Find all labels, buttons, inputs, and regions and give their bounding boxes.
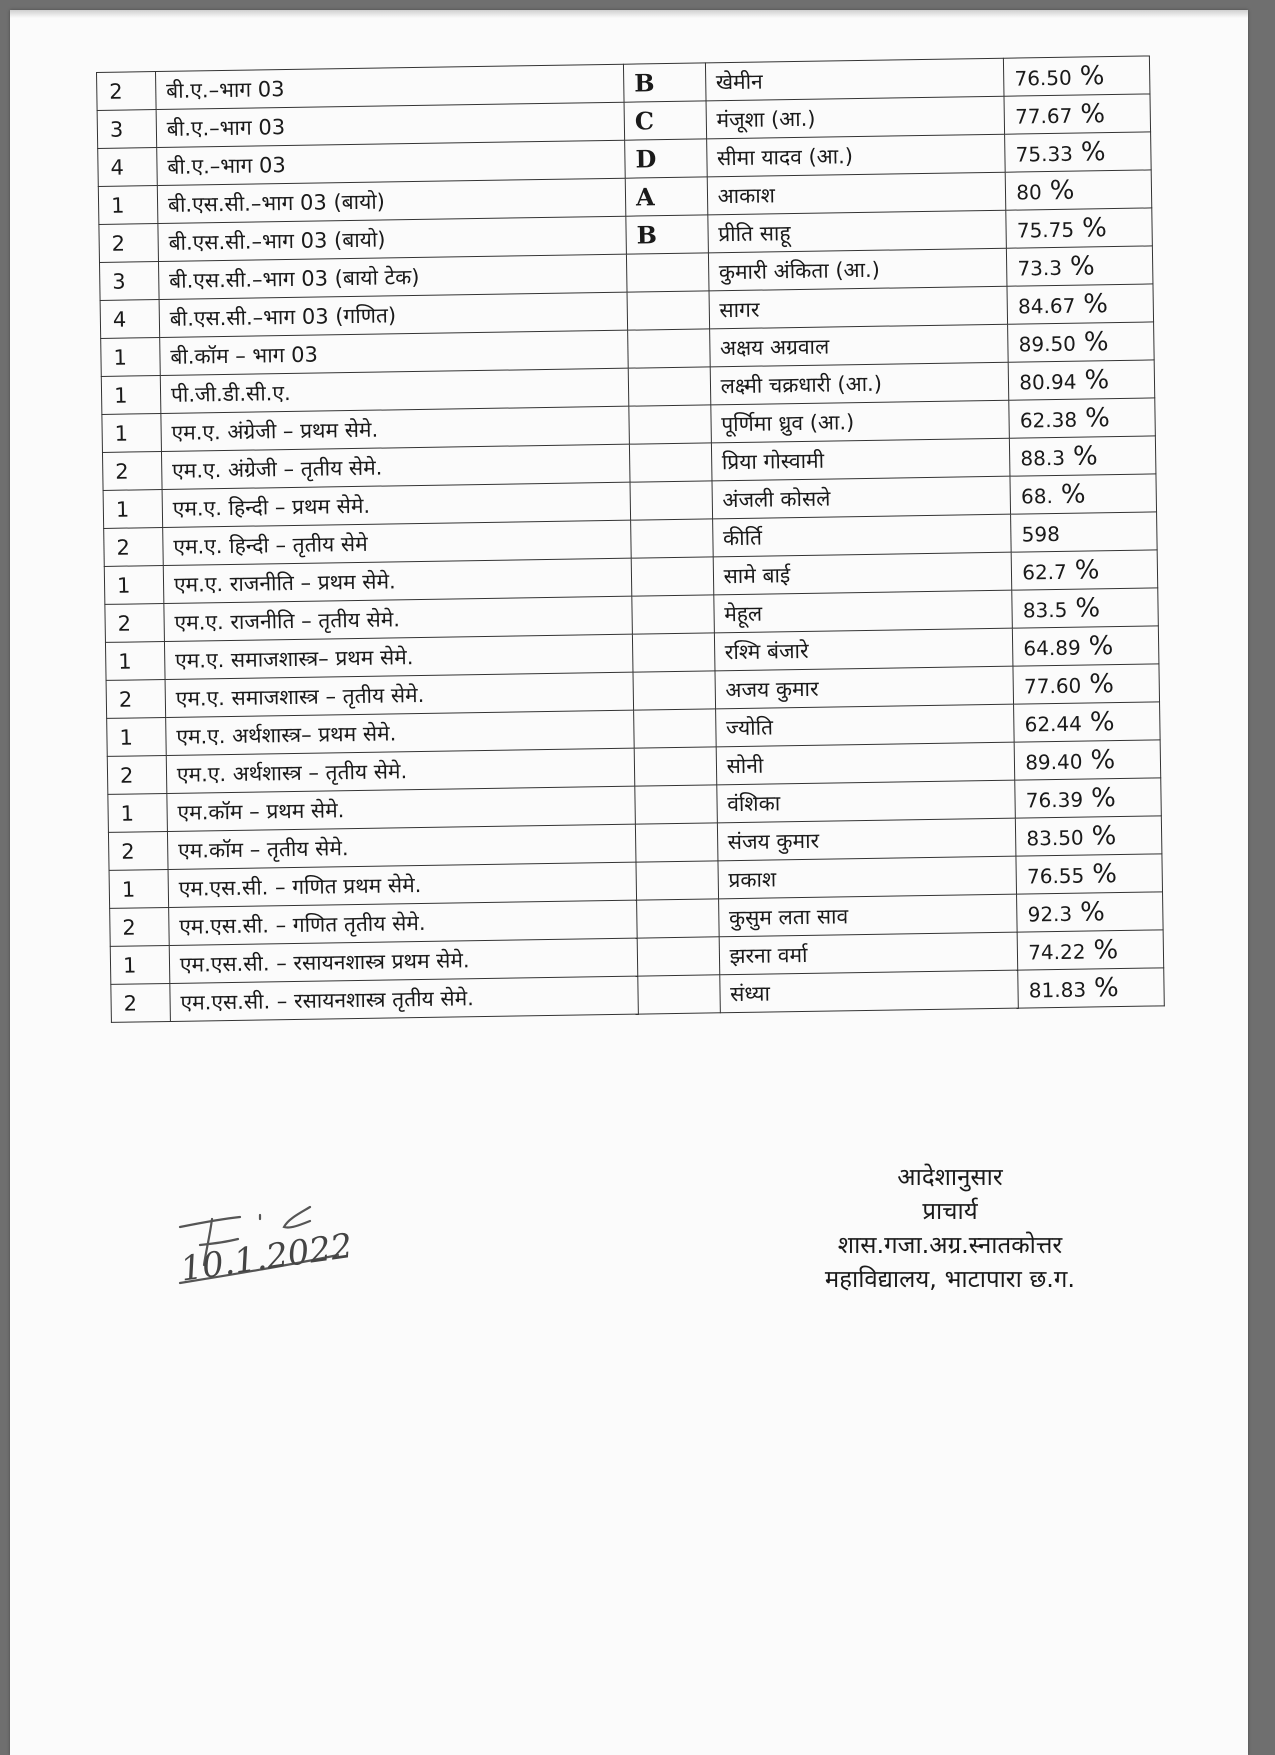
row-number: 1 xyxy=(104,566,163,605)
percentage xyxy=(1010,436,1156,476)
percent-sign: % xyxy=(1060,479,1086,510)
percentage xyxy=(1004,56,1150,96)
percent-sign: % xyxy=(1084,402,1111,434)
percentage-value: 83.50 xyxy=(1026,825,1084,850)
section-letter xyxy=(635,785,717,824)
percent-sign: % xyxy=(1089,706,1115,737)
percent-sign: % xyxy=(1093,972,1119,1003)
row-number: 1 xyxy=(101,338,160,377)
student-name: सीमा यादव (आ.) xyxy=(706,134,1005,177)
section-letter xyxy=(629,443,711,482)
row-number: 2 xyxy=(105,604,164,643)
percent-sign: % xyxy=(1089,668,1115,699)
percent-sign: % xyxy=(1088,630,1114,661)
class-name: बी.ए.–भाग 03 xyxy=(155,64,624,109)
class-name: एम.कॉम – प्रथम सेमे. xyxy=(167,786,636,831)
student-name: प्रीति साहू xyxy=(707,210,1006,253)
row-number: 2 xyxy=(99,224,158,263)
section-letter: D xyxy=(625,139,707,178)
row-number: 1 xyxy=(108,793,167,832)
class-name: एम.ए. अंग्रेजी – तृतीय सेमे. xyxy=(161,444,630,489)
student-name: संजय कुमार xyxy=(717,818,1016,861)
percent-sign: % xyxy=(1072,440,1098,472)
percentage xyxy=(1011,512,1157,552)
document-page xyxy=(10,10,1248,1755)
percentage xyxy=(1015,778,1161,818)
student-name: कीर्ति xyxy=(712,514,1011,557)
percent-sign: % xyxy=(1079,60,1105,92)
student-name: प्रकाश xyxy=(718,856,1017,899)
row-number: 1 xyxy=(102,414,161,453)
class-name: बी.एस.सी.–भाग 03 (बायो) xyxy=(157,178,626,223)
row-number: 3 xyxy=(99,262,158,301)
percent-sign: % xyxy=(1092,858,1118,889)
percentage xyxy=(1010,474,1156,514)
percentage-value: 92.3 xyxy=(1027,901,1073,926)
percent-sign: % xyxy=(1083,326,1109,358)
percentage xyxy=(1017,892,1163,932)
student-name: रश्मि बंजारे xyxy=(714,628,1013,671)
student-name: लक्ष्मी चक्रधारी (आ.) xyxy=(710,362,1009,405)
percent-sign: % xyxy=(1083,288,1109,320)
percentage-value: 89.50 xyxy=(1018,331,1077,357)
section-letter xyxy=(638,975,720,1014)
section-letter xyxy=(637,937,719,976)
section-letter: A xyxy=(625,177,707,216)
row-number: 4 xyxy=(98,148,157,187)
results-table-wrapper xyxy=(96,55,1165,1022)
percentage xyxy=(1018,968,1164,1008)
percentage xyxy=(1008,360,1154,400)
percentage xyxy=(1013,626,1159,666)
section-letter xyxy=(635,823,717,862)
results-table xyxy=(96,55,1165,1022)
student-name: वंशिका xyxy=(716,780,1015,823)
student-name: मेहूल xyxy=(713,590,1012,633)
student-name: आकाश xyxy=(707,172,1006,215)
section-letter xyxy=(629,405,711,444)
principal-title: प्राचार्य xyxy=(922,1197,978,1225)
class-name: पी.जी.डी.सी.ए. xyxy=(160,368,629,413)
percentage xyxy=(1004,94,1150,134)
percent-sign: % xyxy=(1084,364,1110,396)
class-name: एम.ए. समाजशास्त्र – तृतीय सेमे. xyxy=(165,672,634,717)
section-letter: B xyxy=(626,215,708,254)
percentage-value: 75.33 xyxy=(1015,141,1074,167)
percentage-value: 73.3 xyxy=(1017,255,1063,281)
class-name: एम.कॉम – तृतीय सेमे. xyxy=(167,824,636,869)
class-name: एम.ए. अंग्रेजी – प्रथम सेमे. xyxy=(161,406,630,451)
class-name: एम.ए. अर्थशास्त्र– प्रथम सेमे. xyxy=(166,710,635,755)
class-name: बी.कॉम – भाग 03 xyxy=(160,330,629,375)
percentage-value: 76.55 xyxy=(1026,863,1085,888)
percent-sign: % xyxy=(1090,782,1117,813)
college-name-line1: शास.गजा.अग्र.स्नातकोत्तर xyxy=(837,1231,1063,1259)
order-line: आदेशानुसार xyxy=(897,1163,1003,1191)
student-name: कुमारी अंकिता (आ.) xyxy=(708,248,1007,291)
row-number: 2 xyxy=(111,983,170,1022)
percentage-value: 80.94 xyxy=(1019,369,1077,395)
percentage xyxy=(1006,208,1152,248)
percentage xyxy=(1005,132,1151,172)
student-name: सोनी xyxy=(716,742,1015,785)
section-letter xyxy=(632,633,714,672)
percentage xyxy=(1014,740,1160,780)
section-letter xyxy=(630,481,712,520)
row-number: 1 xyxy=(109,869,168,908)
row-number: 3 xyxy=(97,110,156,149)
row-number: 1 xyxy=(103,490,162,529)
percentage xyxy=(1014,702,1160,742)
percentage-value: 89.40 xyxy=(1025,749,1083,774)
percent-sign: % xyxy=(1091,820,1117,851)
percentage-value: 77.67 xyxy=(1014,103,1073,129)
section-letter xyxy=(627,291,709,330)
class-name: एम.ए. राजनीति – प्रथम सेमे. xyxy=(163,558,632,603)
percent-sign: % xyxy=(1081,212,1108,244)
class-name: एम.ए. हिन्दी – प्रथम सेमे. xyxy=(162,482,631,527)
percent-sign: % xyxy=(1075,592,1101,624)
class-name: बी.ए.–भाग 03 xyxy=(157,140,626,185)
student-name: खेमीन xyxy=(705,58,1004,101)
class-name: एम.ए. राजनीति – तृतीय सेमे. xyxy=(164,596,633,641)
row-number: 2 xyxy=(107,755,166,794)
student-name: अजय कुमार xyxy=(715,666,1014,709)
section-letter xyxy=(634,709,716,748)
authority-signature-block xyxy=(780,1160,1120,1296)
percentage-value: 84.67 xyxy=(1017,293,1076,319)
percent-sign: % xyxy=(1080,98,1106,130)
percentage-value: 75.75 xyxy=(1016,217,1075,243)
section-letter xyxy=(628,329,710,368)
percentage-value: 74.22 xyxy=(1028,939,1086,964)
student-name: मंजूशा (आ.) xyxy=(706,96,1005,139)
percentage xyxy=(1011,550,1157,590)
results-table-body xyxy=(97,56,1165,1022)
percent-sign: % xyxy=(1074,554,1100,586)
percentage-value: 62.38 xyxy=(1019,407,1078,433)
row-number: 1 xyxy=(107,717,166,756)
percentage-value: 598 xyxy=(1021,521,1061,547)
student-name: झरना वर्मा xyxy=(719,932,1018,975)
section-letter xyxy=(637,899,719,938)
percentage-value: 83.5 xyxy=(1022,597,1068,623)
class-name: एम.ए. हिन्दी – तृतीय सेमे xyxy=(163,520,632,565)
row-number: 1 xyxy=(110,945,169,984)
student-name: अंजली कोसले xyxy=(712,476,1011,519)
percentage-value: 81.83 xyxy=(1028,977,1087,1002)
class-name: एम.ए. समाजशास्त्र– प्रथम सेमे. xyxy=(164,634,633,679)
row-number: 4 xyxy=(100,300,159,339)
percentage-value: 77.60 xyxy=(1023,673,1082,698)
row-number: 1 xyxy=(98,186,157,225)
student-name: सागर xyxy=(709,286,1008,329)
class-name: बी.एस.सी.–भाग 03 (बायो टेक) xyxy=(158,254,627,299)
student-name: कुसुम लता साव xyxy=(718,894,1017,937)
row-number: 2 xyxy=(97,72,156,111)
class-name: बी.एस.सी.–भाग 03 (बायो) xyxy=(158,216,627,261)
section-letter xyxy=(632,595,714,634)
percent-sign: % xyxy=(1049,175,1075,206)
percent-sign: % xyxy=(1079,896,1106,928)
class-name: एम.एस.सी. – रसायनशास्त्र तृतीय सेमे. xyxy=(170,976,639,1021)
percentage-value: 62.7 xyxy=(1022,559,1067,585)
row-number: 2 xyxy=(106,679,165,718)
percentage-value: 64.89 xyxy=(1023,635,1081,661)
student-name: अक्षय अग्रवाल xyxy=(709,324,1008,367)
percentage-value: 76.50 xyxy=(1014,65,1072,91)
section-letter xyxy=(634,747,716,786)
percent-sign: % xyxy=(1080,136,1106,168)
percentage-value: 62.44 xyxy=(1024,711,1083,736)
row-number: 2 xyxy=(108,831,167,870)
section-letter: B xyxy=(623,63,705,102)
percentage xyxy=(1007,246,1153,286)
percent-sign: % xyxy=(1069,250,1095,282)
row-number: 2 xyxy=(104,528,163,567)
section-letter xyxy=(633,671,715,710)
percentage xyxy=(1012,588,1158,628)
percentage-value: 68. xyxy=(1020,483,1054,509)
class-name: बी.ए.–भाग 03 xyxy=(156,102,625,147)
percentage xyxy=(1005,170,1151,210)
percentage xyxy=(1013,664,1159,704)
section-letter xyxy=(631,519,713,558)
section-letter xyxy=(631,557,713,596)
class-name: एम.ए. अर्थशास्त्र – तृतीय सेमे. xyxy=(166,748,635,793)
percent-sign: % xyxy=(1093,934,1119,965)
percentage xyxy=(1017,930,1163,970)
percentage-value: 88.3 xyxy=(1020,445,1066,471)
percentage xyxy=(1009,398,1155,438)
signature-date: 10.1.2022 xyxy=(178,1225,355,1290)
row-number: 1 xyxy=(105,641,164,680)
percentage xyxy=(1008,322,1154,362)
class-name: एम.एस.सी. – गणित तृतीय सेमे. xyxy=(169,900,638,945)
percentage xyxy=(1016,854,1162,894)
row-number: 2 xyxy=(102,452,161,491)
percent-sign: % xyxy=(1090,744,1116,775)
class-name: एम.एस.सी. – रसायनशास्त्र प्रथम सेमे. xyxy=(169,938,638,983)
row-number: 1 xyxy=(101,376,160,415)
class-name: बी.एस.सी.–भाग 03 (गणित) xyxy=(159,292,628,337)
student-name: प्रिया गोस्वामी xyxy=(711,438,1010,481)
section-letter xyxy=(628,367,710,406)
percentage-value: 76.39 xyxy=(1025,787,1084,812)
class-name: एम.एस.सी. – गणित प्रथम सेमे. xyxy=(168,862,637,907)
college-name-line2: महाविद्यालय, भाटापारा छ.ग. xyxy=(824,1265,1076,1293)
student-name: ज्योति xyxy=(715,704,1014,747)
section-letter xyxy=(636,861,718,900)
percentage xyxy=(1007,284,1153,324)
student-name: पूर्णिमा ध्रुव (आ.) xyxy=(710,400,1009,443)
section-letter xyxy=(626,253,708,292)
row-number: 2 xyxy=(110,907,169,946)
section-letter: C xyxy=(624,101,706,140)
student-name: संध्या xyxy=(719,970,1018,1013)
percentage xyxy=(1016,816,1162,856)
student-name: सामे बाई xyxy=(713,552,1012,595)
percentage-value: 80 xyxy=(1016,179,1042,205)
